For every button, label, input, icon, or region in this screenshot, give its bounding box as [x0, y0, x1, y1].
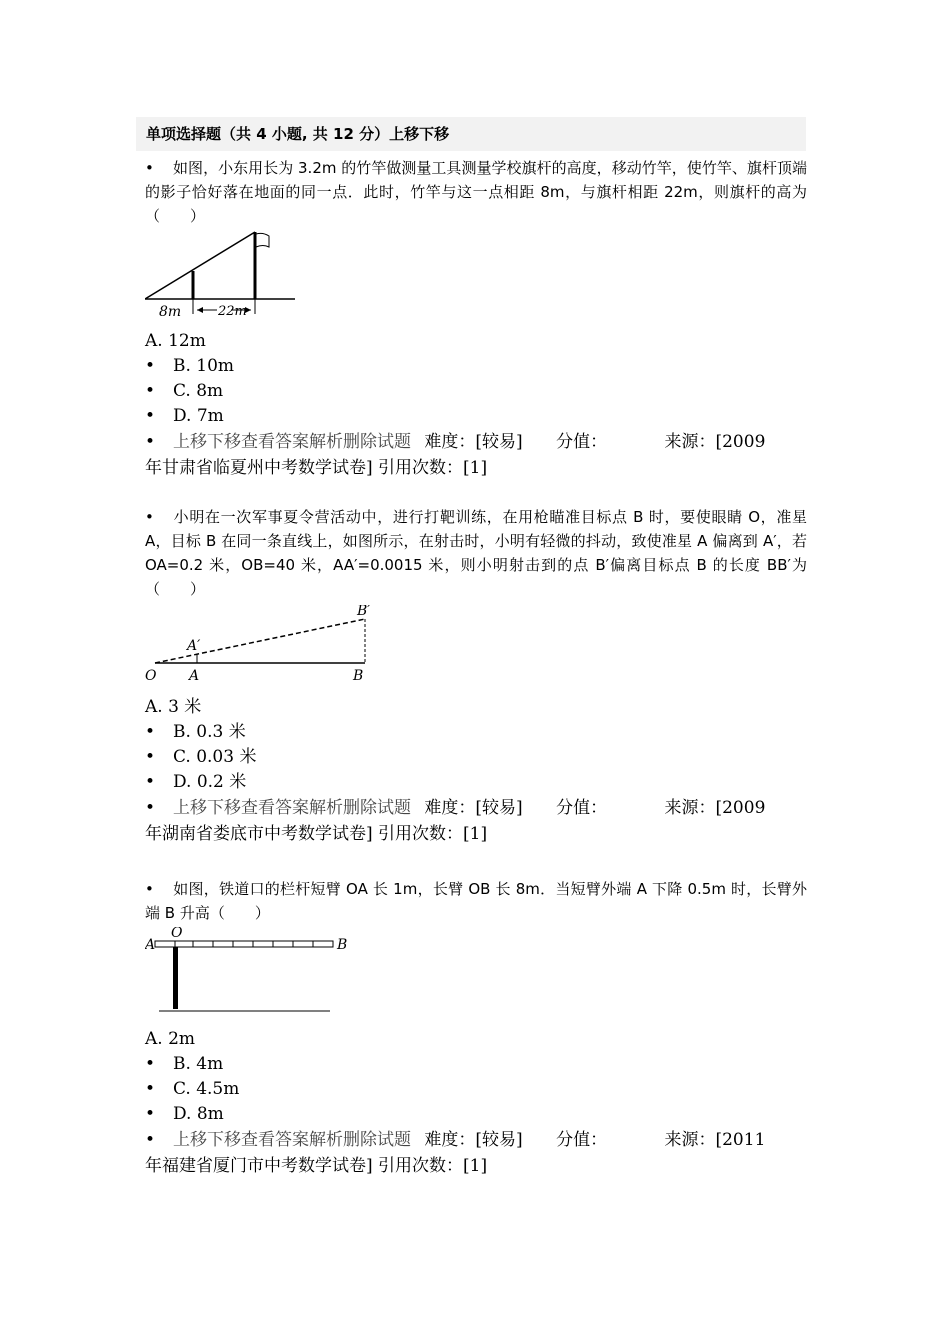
option-c[interactable]: • C. 8m [145, 381, 224, 401]
shadow-line [145, 232, 255, 299]
option-d[interactable]: • D. 0.2 米 [145, 772, 247, 792]
option-a[interactable]: A. 2m [145, 1029, 196, 1049]
figure-label: 8m [159, 304, 182, 320]
question-actions[interactable]: 上移下移查看答案解析删除试题 [173, 798, 411, 818]
flagpole-figure [145, 230, 305, 325]
question-1 [145, 156, 807, 481]
option-a[interactable]: A. 12m [145, 331, 206, 351]
svg-text:A: A [145, 937, 156, 953]
section-header: 单项选择题（共 4 小题, 共 12 分）上移下移 [136, 117, 806, 151]
svg-text:O: O [171, 927, 183, 941]
svg-text:A′: A′ [187, 638, 201, 654]
figure-label: 22m [218, 304, 247, 319]
question-actions[interactable]: 上移下移查看答案解析删除试题 [173, 1130, 411, 1150]
option-a[interactable]: A. 3 米 [145, 697, 202, 717]
svg-text:A: A [189, 668, 200, 684]
option-d[interactable]: • D. 7m [145, 406, 224, 426]
option-c[interactable]: • C. 0.03 米 [145, 747, 257, 767]
question-stem: • 如图，小东用长为 3.2m 的竹竿做测量工具测量学校旗杆的高度，移动竹竿，使竹竿、旗杆顶端的影子恰好落在地面的同一点．此时，竹竿与这一点相距 8m，与旗杆相距 22m，则旗杆的高为（ ） [145, 159, 807, 225]
question-meta: • 上移下移查看答案解析删除试题 难度：[较易] 分值： 来源：[2009 年湖南省娄底市中考数学试卷] 引用次数：[1] [145, 798, 766, 844]
question-meta: • 上移下移查看答案解析删除试题 难度：[较易] 分值： 来源：[2011 年福建省厦门市中考数学试卷] 引用次数：[1] [145, 1130, 766, 1176]
barrier-arm [155, 941, 333, 947]
question-stem: • 如图，铁道口的栏杆短臂 OA 长 1m，长臂 OB 长 8m．当短臂外端 A 下降 0.5m 时，长臂外端 B 升高（ ） [145, 880, 807, 922]
question-stem: • 小明在一次军事夏令营活动中，进行打靶训练，在用枪瞄准目标点 B 时，要使眼睛 O，准星 A，目标 B 在同一条直线上，如图所示，在射击时，小明有轻微的抖动，致使准星 A 偏离到 A′，若 OA=0.2 米，OB=40 米，AA′=0.0015 米，则小明射击到的点 B′偏离目标点 B 的长度 BB′为（ ） [145, 508, 807, 598]
barrier-post [173, 947, 178, 1009]
question-actions[interactable]: 上移下移查看答案解析删除试题 [173, 432, 411, 452]
question-2 [145, 505, 807, 847]
option-b[interactable]: • B. 0.3 米 [145, 722, 246, 742]
option-d[interactable]: • D. 8m [145, 1104, 224, 1124]
option-c[interactable]: • C. 4.5m [145, 1079, 240, 1099]
railway-barrier-figure [145, 927, 365, 1019]
svg-text:B: B [353, 668, 364, 684]
option-b[interactable]: • B. 10m [145, 356, 235, 376]
question-meta: • 上移下移查看答案解析删除试题 难度：[较易] 分值： 来源：[2009 年甘肃省临夏州中考数学试卷] 引用次数：[1] [145, 432, 766, 478]
shooting-figure [145, 605, 385, 693]
svg-text:B′: B′ [357, 605, 371, 619]
svg-text:O: O [145, 668, 157, 684]
flag-icon [256, 233, 269, 247]
svg-text:B: B [337, 937, 348, 953]
option-b[interactable]: • B. 4m [145, 1054, 224, 1074]
question-3 [145, 877, 807, 1179]
